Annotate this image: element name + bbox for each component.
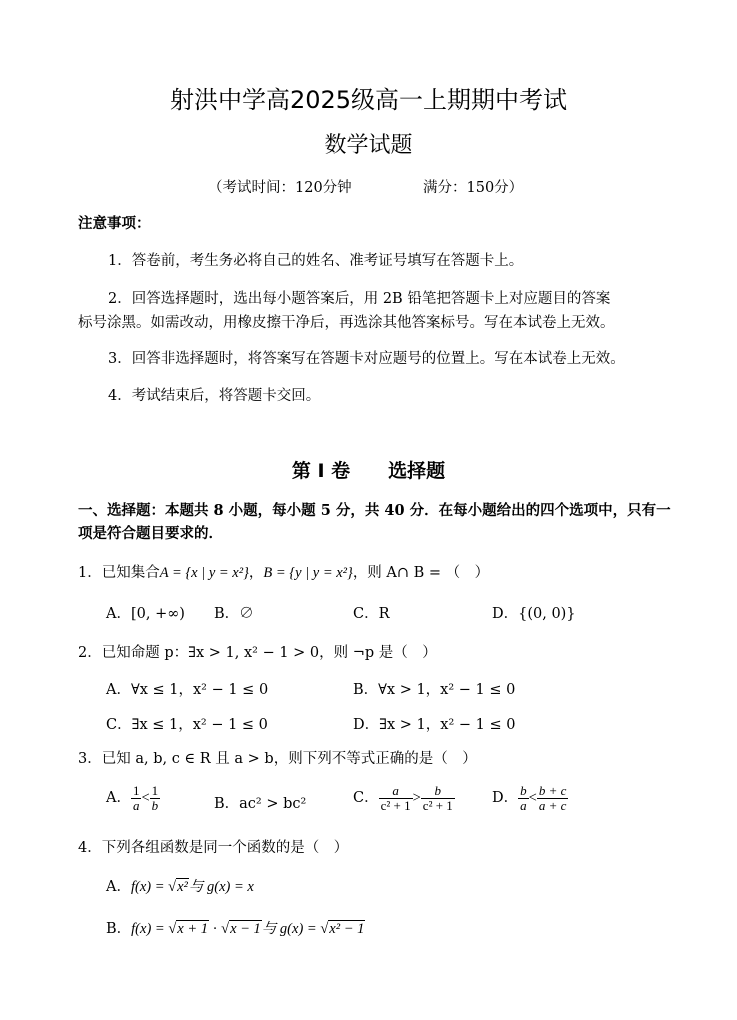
q3-option-c (353, 784, 455, 812)
q3-option-b: B．ac² > bc² (214, 796, 307, 812)
q3-c-operator: > (412, 790, 421, 807)
q4-b-radicand-1: x + 1 (177, 921, 209, 937)
exam-time: （考试时间：120分钟 (208, 180, 352, 196)
q1-option-d: D．{(0, 0)} (492, 606, 576, 622)
q4-a-label: A． (106, 879, 131, 895)
q4-b-radicand-3: x² − 1 (329, 921, 365, 937)
question-2-stem: 2．已知命题 p：∃x > 1, x² − 1 > 0，则 ¬p 是（ ） (78, 645, 437, 661)
q4-a-radicand: x² (177, 879, 188, 895)
q4-b-mid: 与 g(x) = (261, 921, 321, 937)
q1-set-a: A = {x | y = x²} (159, 565, 249, 581)
q1-option-b: B．∅ (214, 606, 254, 622)
q4-b-f: f(x) = (131, 921, 169, 937)
question-1-stem (78, 561, 489, 582)
q2-option-a: A．∀x ≤ 1，x² − 1 ≤ 0 (106, 682, 269, 698)
q2-option-d: D．∃x > 1，x² − 1 ≤ 0 (353, 717, 516, 733)
q3-d-fraction-1: $\frac{b}{a}$ (520, 783, 527, 813)
q3-c-label: C． (353, 790, 379, 807)
notice-heading: 注意事项： (78, 215, 151, 232)
q3-option-d (492, 784, 568, 812)
q4-a-rest: 与 g(x) = x (188, 879, 254, 895)
notice-item-3: 3．回答非选择题时，将答案写在答题卡对应题号的位置上。写在本试卷上无效。 (108, 351, 625, 367)
q3-d-label: D． (492, 790, 519, 807)
exam-subtitle: 数学试题 (324, 133, 413, 158)
section-instruction-line2: 项是符合题目要求的． (78, 525, 223, 542)
q3-a-fraction-2: $\frac{1}{b}$ (151, 783, 159, 813)
q4-b-dot: · (209, 921, 222, 937)
q4-option-b: B．f(x) = √x + 1 · √x − 1与 g(x) = √x² − 1 (106, 921, 365, 937)
q2-option-c: C．∃x ≤ 1，x² − 1 ≤ 0 (106, 717, 268, 733)
q4-b-radicand-2: x − 1 (230, 921, 261, 937)
notice-item-4: 4．考试结束后，将答题卡交回。 (108, 388, 321, 404)
section-instruction-line1: 一、选择题：本题共 8 小题，每小题 5 分，共 40 分．在每小题给出的四个选项中，只有一 (78, 502, 671, 519)
q1-prefix: 1．已知集合 (78, 565, 160, 581)
q3-a-fraction-1: $\frac{1}{a}$ (132, 783, 140, 813)
notice-item-2-line1: 2．回答选择题时，选出每小题答案后，用 2B 铅笔把答题卡上对应题目的答案 (108, 291, 611, 307)
exam-title: 射洪中学高2025级高一上期期中考试 (169, 86, 568, 114)
q1-option-a: A．[0, +∞) (106, 606, 185, 622)
notice-item-2-line2: 标号涂黑。如需改动，用橡皮擦干净后，再选涂其他答案标号。写在本试卷上无效。 (78, 315, 615, 331)
question-3-stem: 3．已知 a, b, c ∈ R 且 a > b，则下列不等式正确的是（ ） (78, 751, 477, 767)
full-score: 满分：150分） (423, 180, 524, 196)
q3-d-operator: < (528, 790, 537, 807)
notice-item-1: 1．答卷前，考生务必将自己的姓名、准考证号填写在答题卡上。 (108, 253, 524, 269)
q1-ask: ，则 A∩ B = （ ） (352, 565, 490, 581)
q3-c-fraction-2: $\frac{b}{\text{c² + 1}}$ (422, 783, 453, 813)
q3-option-a (106, 784, 160, 812)
q2-option-b: B．∀x > 1，x² − 1 ≤ 0 (353, 682, 516, 698)
question-4-stem: 4．下列各组函数是同一个函数的是（ ） (78, 840, 349, 856)
q1-set-b: B = {y | y = x²} (263, 565, 353, 581)
q1-option-c: C．R (353, 606, 390, 622)
q3-c-fraction-1: $\frac{a}{\text{c² + 1}}$ (380, 783, 411, 813)
q4-option-a: A．f(x) = √x²与 g(x) = x (106, 879, 254, 895)
q1-separator: ， (248, 565, 264, 581)
q4-a-f: f(x) = (130, 879, 169, 895)
q4-b-label: B． (106, 921, 132, 937)
q3-a-label: A． (106, 790, 131, 807)
q3-a-operator: < (141, 790, 150, 807)
q3-d-fraction-2: $\frac{b + c}{a + c}$ (538, 783, 567, 813)
section-title: 第 I 卷 选择题 (291, 460, 446, 482)
